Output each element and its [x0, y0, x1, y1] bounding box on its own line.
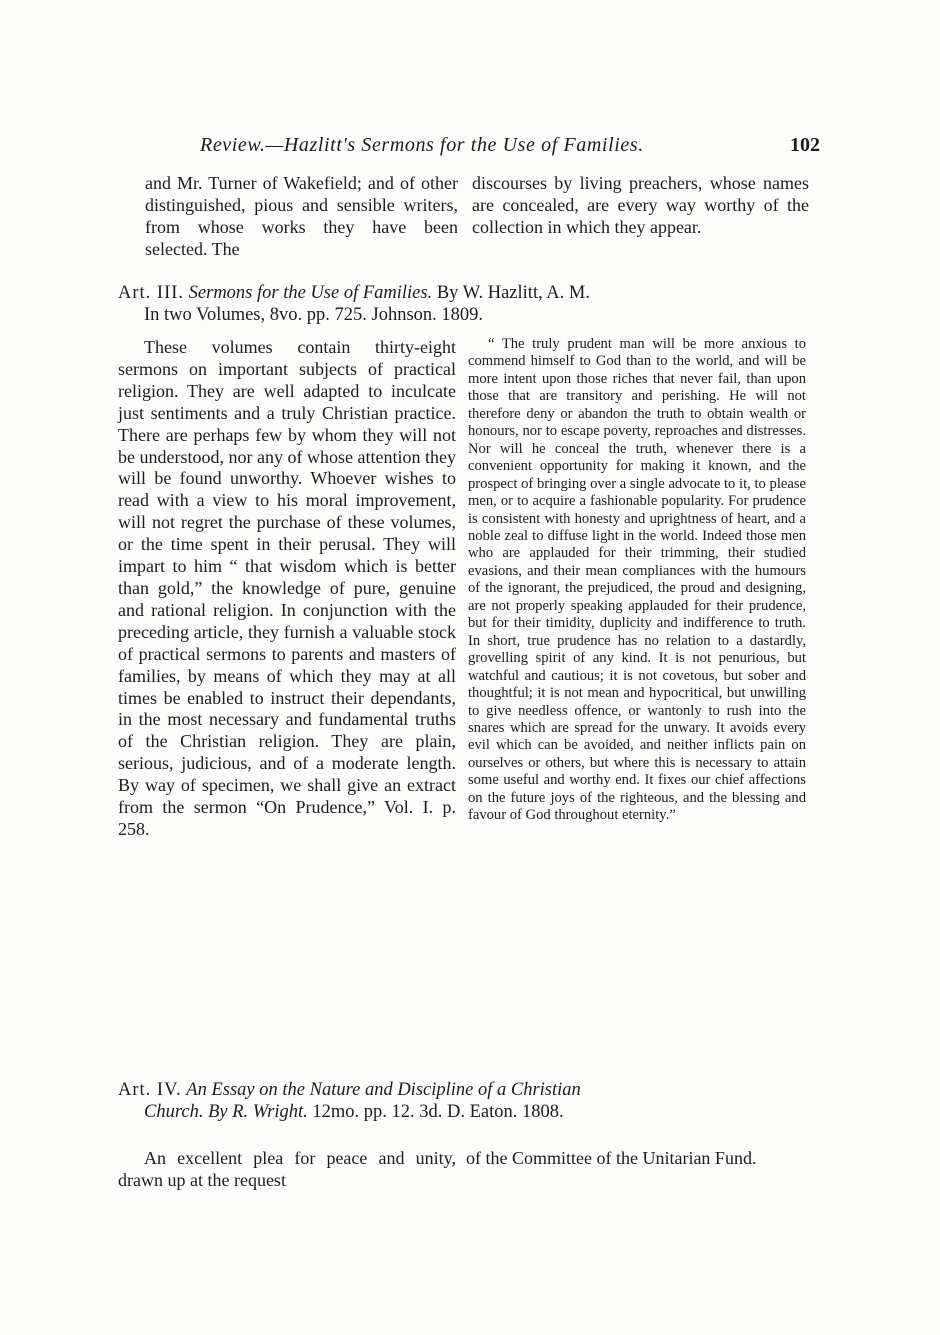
article-4-publication: 12mo. pp. 12. 3d. D. Eaton. 1808. [312, 1102, 564, 1122]
continued-text-left: and Mr. Turner of Wakefield; and of other distinguished, pious and sensible writers, from whose works they have been selected. The [145, 173, 458, 259]
article-4-title: An Essay on the Nature and Discipline of a Christian [186, 1080, 581, 1100]
article-4-title-cont: Church. By R. Wright. [144, 1102, 308, 1122]
article-3-paragraph: These volumes contain thirty-eight sermons on important subjects of practical religion. They are well adapted to inculcate just sentiments and a truly Christian practice. There are perhaps few by whom they will not be understood, nor any of whose attention they will be found unworthy. Whoever wishes to read with a view to his moral improvement, will not regret the purchase of these volumes, or the time spent in their perusal. They will impart to him “ that wisdom which is better than gold,” the knowledge of pure, genuine and rational religion. In conjunction with the preceding article, they furnish a valuable stock of practical sermons to parents and masters of families, by means of which they may at all times be enabled to instruct their dependants, in the most necessary and fundamental truths of the Christian religion. They are plain, serious, judicious, and of a moderate length. By way of specimen, we shall give an extract from the sermon “On Prudence,” Vol. I. p. 258. [118, 337, 456, 839]
article-4-body-right: of the Committee of the Unitarian Fund. [466, 1148, 757, 1168]
article-3-quotation [468, 336, 806, 825]
continued-text-right: discourses by living preachers, whose names are concealed, are every way worthy of the collection in which they appear. [472, 173, 809, 237]
article-4-label: Art. IV. [118, 1080, 182, 1100]
article-3-title: Sermons for the Use of Families. [188, 283, 433, 303]
article-3-heading [118, 282, 808, 326]
article-4-body-left: An excellent plea for peace and unity, drawn up at the request [118, 1148, 456, 1190]
article-4-heading [118, 1079, 808, 1123]
page-number: 102 [790, 134, 820, 156]
article-3-label: Art. III. [118, 283, 185, 303]
article-3-body [118, 337, 456, 841]
article-3-author: By W. Hazlitt, A. M. [436, 283, 590, 303]
article-3-publication: In two Volumes, 8vo. pp. 725. Johnson. 1809. [144, 305, 484, 325]
running-title: Review.—Hazlitt's Sermons for the Use of Families. [200, 134, 644, 156]
running-head [140, 134, 820, 164]
quotation-text: “ The truly prudent man will be more anxious to commend himself to God than to the world, and will be more intent upon those riches that never fail, than upon those that are transitory and perishing. He will not therefore deny or abandon the truth to obtain wealth or honours, nor to escape poverty, reproaches and distresses. Nor will he conceal the truth, whenever there is a convenient opportunity for making it known, and the prospect of bringing over a single advocate to it, to please men, or to acquire a fashionable popularity. For prudence is consistent with honesty and uprightness of heart, and a noble zeal to diffuse light in the world. Indeed those men who are applauded for their trimming, their studied evasions, and their mean compliances with the humours of the ignorant, the prejudiced, the proud and designing, are not properly speaking applauded for their prudence, but for their timidity, duplicity and indifference to truth. In short, true prudence has no relation to a dastardly, grovelling spirit of any kind. It is not penurious, but watchful and cautious; it is not covetous, but sober and thoughtful; it is not mean and hypocritical, but unwilling to give needless offence, or wantonly to rush into the snares which are spread for the unwary. It avoids every evil which can be avoided, and neither inflicts pain on ourselves or others, but where this is necessary to attain some useful and worthy end. It fixes our chief affections on the future joys of the righteous, and the blessing and favour of God throughout eternity.” [468, 336, 806, 824]
